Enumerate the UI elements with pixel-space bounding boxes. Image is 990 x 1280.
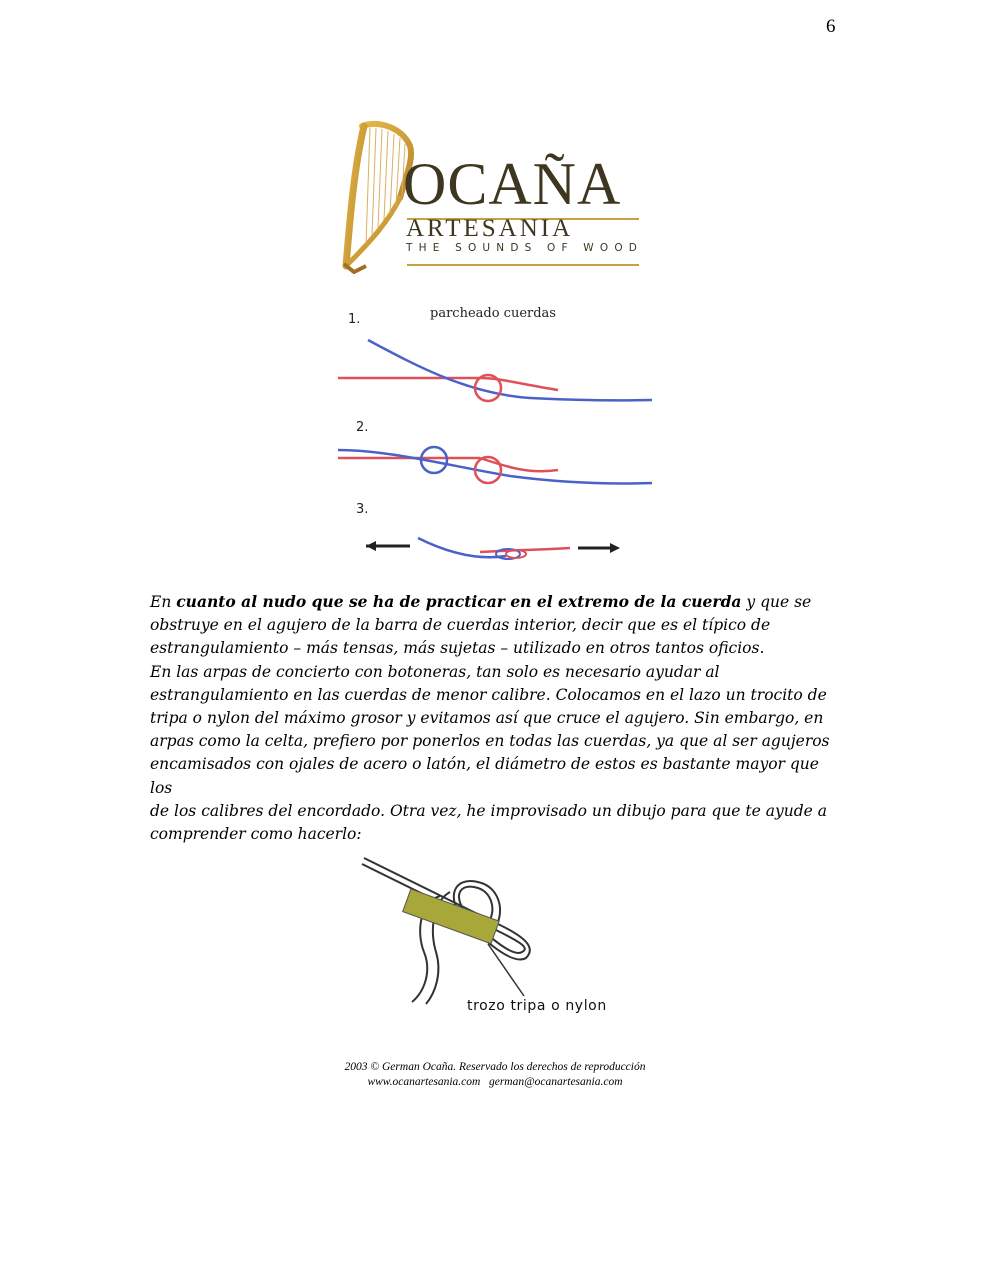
body-paragraph bbox=[150, 590, 840, 846]
step-2-label: 2. bbox=[356, 420, 369, 435]
knot-label: trozo tripa o nylon bbox=[467, 998, 607, 1014]
logo-rule bbox=[407, 264, 639, 266]
diagram-title: parcheado cuerdas bbox=[430, 306, 556, 321]
footer-copyright: 2003 © German Ocaña. Reservado los derechos de reproducción bbox=[344, 1061, 646, 1073]
paragraph-emphasis: cuanto al nudo que se ha de practicar en el extremo de la cuerda bbox=[176, 592, 742, 611]
ocana-artesania-logo bbox=[340, 118, 646, 274]
step-1-drawing bbox=[338, 340, 652, 401]
page-number: 6 bbox=[826, 16, 836, 37]
paragraph-rest: y que se obstruye en el agujero de la barra de cuerdas interior, decir que es el típico de estrangulamiento – más tensas, más sujetas – utilizado en otros tantos oficios. En las arpas de concierto con botoneras, tan solo es necesario ayudar al estrangulamiento en las cuerdas de menor calibre. Colocamos en el lazo un trocito de tripa o nylon del máximo grosor y evitamos así que cruce el agujero. Sin embargo, en arpas como la celta, prefiero por ponerlos en todas las cuerdas, ya que al ser agujeros encamisados con ojales de acero o latón, el diámetro de estos es bastante mayor que los de los calibres del encordado. Otra vez, he improvisado un dibujo para que te ayude a comprender como hacerlo: bbox=[150, 593, 830, 844]
step-3-label: 3. bbox=[356, 502, 369, 517]
step-1-label: 1. bbox=[348, 312, 361, 327]
nylon-piece bbox=[403, 889, 500, 944]
splice-drawing bbox=[330, 298, 670, 568]
paragraph-intro: En bbox=[150, 593, 177, 611]
logo-subtitle: ARTESANIA bbox=[406, 215, 574, 242]
footer bbox=[250, 1060, 740, 1090]
logo-title: OCAÑA bbox=[403, 151, 622, 217]
logo-tagline: THE SOUNDS OF WOOD bbox=[406, 242, 644, 254]
step-3-drawing bbox=[366, 538, 620, 559]
string-splice-diagram bbox=[330, 298, 670, 568]
step-2-drawing bbox=[338, 447, 652, 483]
footer-contact: www.ocanartesania.com german@ocanartesania.com bbox=[367, 1076, 623, 1088]
